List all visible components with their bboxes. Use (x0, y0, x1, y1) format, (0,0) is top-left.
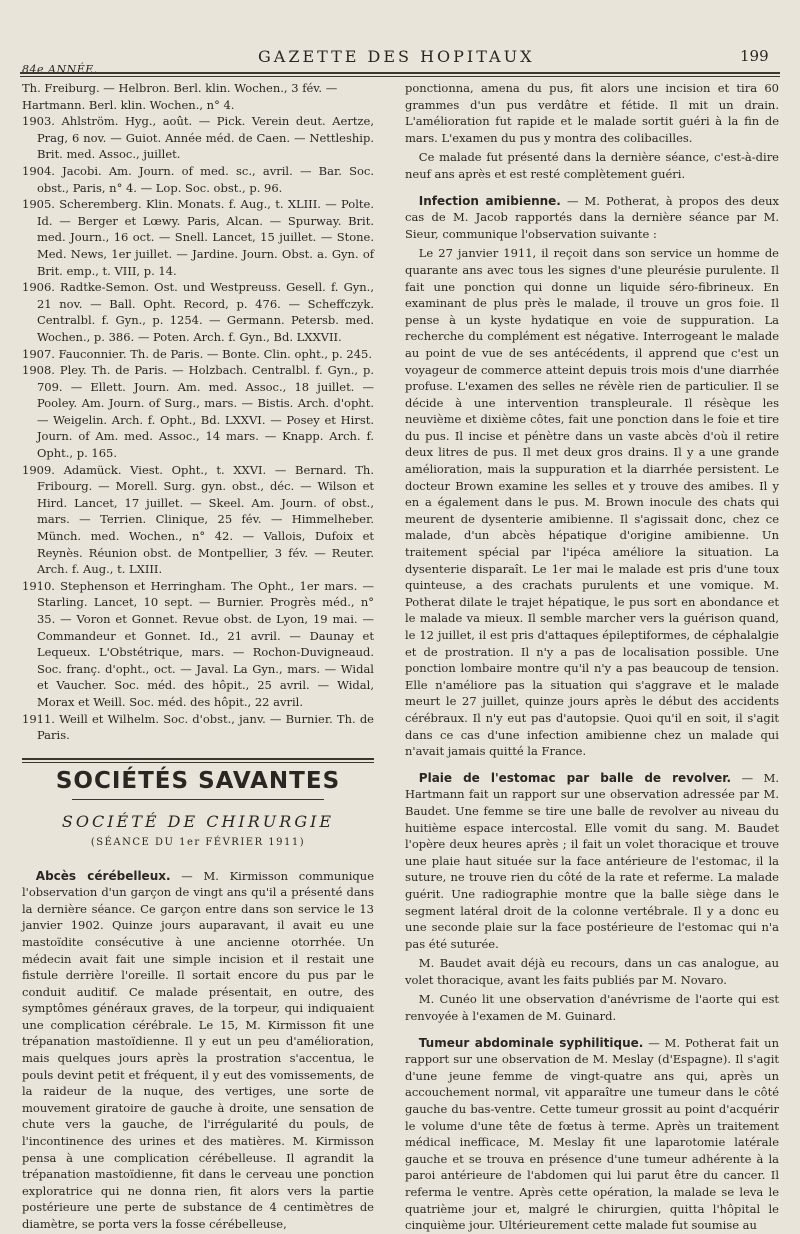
article-body: — M. Potherat fait un rapport sur une observation de M. Meslay (d'Espagne). Il s'agit d'une jeune femme de vingt-quatre ans qui, après un accouchement normal, vit apparaître une tumeur dans le côté gauche du bas-ventre. Cette tumeur grossit au point d'acquérir le volume d'une tête de fœtus à terme. Après un traitement médical inefficace, M. Meslay fit une laparotomie latérale gauche et se trouva en présence d'une tumeur adhérente à la paroi antérieure de l'abdomen qui lui parut être du cancer. Il referma le ventre. Après cette opération, la malade se leva le quatrième jour et, malgré le chirurgien, quitta l'hôpital le cinquième jour. Ultérieurement cette malade fut soumise au (405, 1035, 779, 1233)
article-heading: Tumeur abdominale syphilitique. (418, 1035, 644, 1050)
article-heading: Infection amibienne. (418, 193, 561, 208)
article-body: — M. Hartmann fait un rapport sur une observation adressée par M. Baudet. Une femme se tire une balle de revolver au niveau du huitième espace intercostal. Elle vomit du sang. M. Baudet l'opère deux heures après ; il fait un volet thoracique et trouve une plaie haut située sur la face antérieure de l'estomac, il la suture, ne trouve rien du côté de la rate et referme. La malade guérit. Une radiographie montre que la balle siège dans le segment latéral droit de la colonne vertébrale. Il y a donc eu une seconde plaie sur la face postérieure de l'estomac qui n'a pas été suturée. (405, 770, 779, 951)
right-column (405, 80, 779, 1234)
paragraph: M. Baudet avait déjà eu recours, dans un cas analogue, au volet thoracique, avant les faits publiés par M. Novaro. (405, 956, 779, 987)
article-plaie (405, 770, 779, 953)
paragraph: Le 27 janvier 1911, il reçoit dans son service un homme de quarante ans avec tous les signes d'une pleurésie purulente. Il fait une ponction qui donne un liquide séro-fibrineux. En examinant de plus près le malade, il trouve un gros foie. Il pense à un kyste hydatique en voie de suppuration. La recherche du complément est négative. Interrogeant le malade au point de vue de ses antécédents, il apprend que c'est un voyageur de commerce atteint depuis trois mois d'une diarrhée profuse. L'examen des selles ne révèle rien de particulier. Il se décide à une intervention transpleurale. Il résèque les neuvième et dixième côtes, fait une ponction dans le foie et tire du pus. Il incise et pénètre dans un vaste abcès d'où il retire deux litres de pus. Il met deux gros drains. Il y a une grande amélioration, mais la suppuration et la diarrhée persistent. Le docteur Brown examine les selles et y trouve des amibes. Il y en a également dans le pus. M. Brown inocule des chats qui meurent de dysenterie amibienne. Il s'agissait donc, chez ce malade, d'un abcès hépatique d'origine amibienne. Un traitement spécial par l'ipéca améliore la situation. La dysenterie disparaît. Le 1er mai le malade est pris d'une toux quinteuse, a des crachats purulents et une vomique. M. Potherat dilate le trajet hépatique, le pus sort en abondance et le malade va mieux. Il semble marcher vers la guérison quand, le 12 juillet, il est pris d'attaques épileptiformes, de céphalalgie et de prostration. Il n'y a pas de localisation possible. Une ponction lombaire montre qu'il n'y a pas beaucoup de tension. Elle n'améliore pas la situation qui s'aggrave et le malade meurt le 27 juillet, quinze jours après le début des accidents cérébraux. Il n'y eut pas d'autopsie. Quoi qu'il en soit, il s'agit dans ce cas d'une infection amibienne chez un malade qui n'avait jamais quitté la France. (405, 246, 779, 759)
paragraph: M. Cunéo lit une observation d'anévrisme de l'aorte qui est renvoyée à l'examen de M. Guinard. (405, 992, 779, 1024)
article-body: — M. Potherat, à propos des deux cas de M. Jacob rapportés dans la dernière séance par M. Sieur, communique l'observation suivante : (405, 193, 779, 241)
reference-entry: 1905. Scheremberg. Klin. Monats. f. Aug., t. XLIII. — Polte. Id. — Berger et Lœwy. Paris, Alcan. — Spurway. Brit. med. Journ., 16 oct. — Snell. Lancet, 15 juillet. — Stone. Med. News, 1er juillet. — Jardine. Journ. Obst. a. Gyn. of Brit. emp., t. VIII, p. 14. (22, 197, 374, 278)
section-banner: SOCIÉTÉS SAVANTES (55, 767, 341, 794)
reference-entry: Hartmann. Berl. klin. Wochen., n° 4. (22, 97, 235, 112)
year-label: 84e ANNÉE. (22, 63, 98, 76)
reference-entry: 1903. Ahlström. Hyg., août. — Pick. Verein deut. Aertze, Prag, 6 nov. — Guiot. Année méd. de Caen. — Nettleship. Brit. med. Assoc., juillet. (22, 114, 374, 162)
article-heading: Abcès cérébelleux. (35, 868, 171, 883)
reference-entry: 1910. Stephenson et Herringham. The Opht., 1er mars. — Starling. Lancet, 10 sept. — Burnier. Progrès méd., n° 35. — Voron et Gonnet. Revue obst. de Lyon, 19 mai. — Commandeur et Gonnet. Id., 21 avril. — Daunay et Lequeux. L'Obstétrique, mars. — Rochon-Duvigneaud. Soc. franç. d'opht., oct. — Javal. La Gyn., mars. — Widal et Vaucher. Soc. méd. des hôpit., 25 avril. — Widal, Morax et Weill. Soc. méd. des hôpit., 22 avril. (22, 578, 374, 709)
seance-date: (SÉANCE DU 1er FÉVRIER 1911) (90, 836, 306, 848)
reference-entry: 1908. Pley. Th. de Paris. — Holzbach. Centralbl. f. Gyn., p. 709. — Ellett. Journ. Am. med. Assoc., 18 juillet. — Pooley. Am. Journ. of Surg., mars. — Bistis. Arch. d'opht. — Weigelin. Arch. f. Opht., Bd. LXXVI. — Posey et Hirst. Journ. of Am. med. Assoc., 14 mars. — Knapp. Arch. f. Opht., p. 165. (22, 363, 374, 461)
reference-entry: 1904. Jacobi. Am. Journ. of med. sc., avril. — Bar. Soc. obst., Paris, n° 4. — Lop. Soc. obst., p. 96. (22, 163, 374, 195)
banner-rule (72, 799, 324, 800)
paragraph: Ce malade fut présenté dans la dernière séance, c'est-à-dire neuf ans après et est resté complètement guéri. (405, 150, 779, 181)
reference-entry: 1906. Radtke-Semon. Ost. und Westpreuss. Gesell. f. Gyn., 21 nov. — Ball. Opht. Record, p. 476. — Scheffczyk. Centralbl. f. Gyn., p. 1254. — Germann. Petersb. med. Wochen., p. 386. — Poten. Arch. f. Gyn., Bd. LXXVII. (22, 280, 374, 344)
left-column (22, 80, 374, 1233)
article-body: — M. Kirmisson communique l'observation d'un garçon de vingt ans qu'il a présenté dans la dernière séance. Ce garçon entre dans son service le 13 janvier 1902. Quinze jours auparavant, il avait eu une mastoïdite consécutive à une ancienne otorrhée. Un médecin avait fait une simple incision et il restait une fistule derrière l'oreille. Il sortait encore du pus par le conduit auditif. Ce malade présentait, en outre, des symptômes généraux graves, de la torpeur, qui indiquaient une complication cérébrale. Le 15, M. Kirmisson fit une trépanation mastoïdienne. Il y eut un peu d'amélioration, mais quelques jours après la prostration s'accentua, le pouls devint petit et fréquent, il y eut des vomissements, de la raideur de la nuque, des vertiges, une sorte de mouvement giratoire de gauche à droite, une sensation de chute vers la gauche, de l'irrégularité du pouls, de l'incontinence des urines et des matières. M. Kirmisson pensa à une complication cérébelleuse. Il agrandit la trépanation mastoïdienne, fit dans le cerveau une ponction exploratrice qui ne donna rien, fit alors vers la partie postérieure une perte de substance de 4 centimètres de diamètre, se porta vers la fosse cérébelleuse, (22, 868, 374, 1231)
paragraph: ponctionna, amena du pus, fit alors une incision et tira 60 grammes d'un pus verdâtre et fétide. Il mit un drain. L'amélioration fut rapide et le malade sortit guéri à la fin de mars. L'examen du pus y montra des colibacilles. (405, 81, 779, 145)
reference-entry: 1907. Fauconnier. Th. de Paris. — Bonte. Clin. opht., p. 245. (22, 346, 373, 361)
article-abces (22, 868, 374, 1233)
reference-entry: Th. Freiburg. — Helbron. Berl. klin. Wochen., 3 fév. — (22, 81, 338, 95)
reference-entry: 1911. Weill et Wilhelm. Soc. d'obst., janv. — Burnier. Th. de Paris. (22, 711, 374, 743)
page-number: 199 (740, 47, 769, 65)
article-tumeur (405, 1035, 779, 1234)
society-title: SOCIÉTÉ DE CHIRURGIE (61, 812, 335, 832)
article-amibienne (405, 193, 779, 243)
header-rule (20, 72, 780, 74)
header-rule-thin (20, 76, 780, 77)
journal-title: GAZETTE DES HOPITAUX (258, 47, 535, 66)
reference-entry: 1909. Adamück. Viest. Opht., t. XXVI. — Bernard. Th. Fribourg. — Morell. Surg. gyn. obst., déc. — Wilson et Hird. Lancet, 17 juillet. — Skeel. Am. Journ. of obst., mars. — Terrien. Clinique, 25 fév. — Himmelheber. Münch. med. Wochen., n° 42. — Vallois, Dufoix et Reynès. Réunion obst. de Montpellier, 3 fév. — Reuter. Arch. f. Aug., t. LXIII. (22, 462, 374, 577)
section-divider (22, 758, 374, 763)
article-heading: Plaie de l'estomac par balle de revolver. (418, 770, 732, 785)
